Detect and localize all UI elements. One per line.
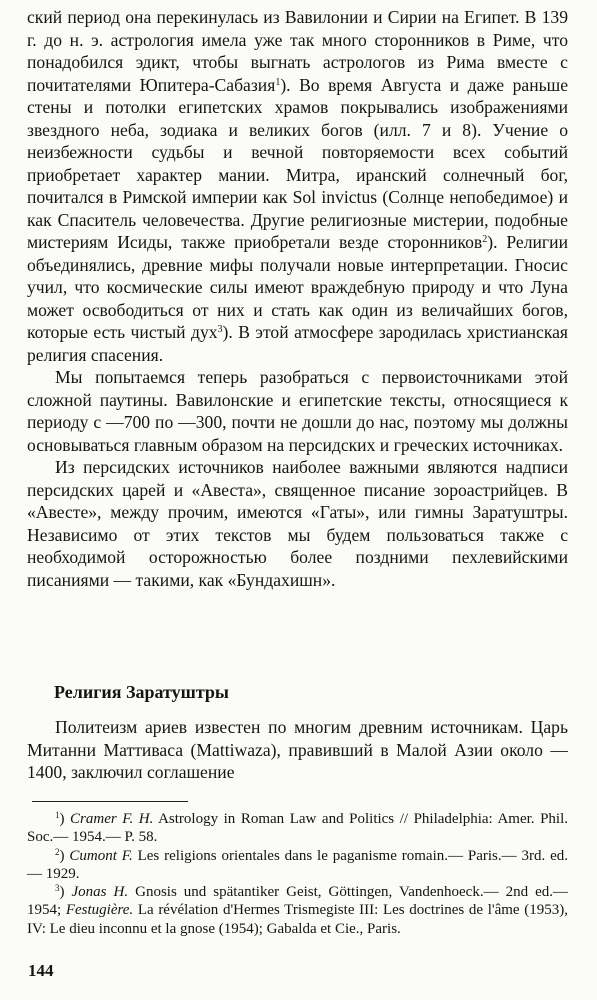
section-paragraph-1: Политеизм ариев известен по многим древним источникам. Царь Митанни Маттиваса (Mattiwaza), правивший в Малой Азии около —1400, заключил соглашение xyxy=(27,717,568,782)
page-number: 144 xyxy=(28,961,54,980)
footnote-author: Cumont F. xyxy=(69,847,133,864)
paragraph-1-part-b: ). Во время Августа и даже раньше стены и потолки египетских храмов покрывались изображениями звездного неба, зодиака и великих богов (илл. 7 и 8). Учение о неизбежности судьбы и вечной повторяемости всех событий приобретает характер мании. Митра, иранский солнечный бог, почитался в Римской империи как Sol invictus (Солнце непобедимое) и как Спаситель человечества. Другие религиозные мистерии, подобные мистериям Исиды, также приобретали везде сторонников xyxy=(27,74,568,252)
footnote-marker: 1 xyxy=(55,810,60,820)
footnote-ref-3: 3 xyxy=(217,324,223,335)
footnote-text: Gnosis und spätantiker Geist, Göttingen, Vandenhoeck.— 2nd ed.— 1954; xyxy=(27,884,569,919)
footnote-1: $^1$) Cramer F. H. Astrology in Roman Law and Politics // Philadelphia: Amer. Phil. Soc.— 1954.— P. 58. xyxy=(27,810,568,846)
footnote-ref-2: 2 xyxy=(482,234,488,245)
footnote-marker: 2 xyxy=(55,846,60,857)
footnote-author: Jonas H. xyxy=(71,884,129,901)
footnote-3: $^3$) Jonas H. Gnosis und spätantiker Geist, Göttingen, Vandenhoeck.— 2nd ed.— 1954; Festugière. La révélation d'Hermes Trismegiste III: Les doctrines de l'âme (1953), IV: Le dieu inconnu et la gnose (1954); Gabalda et Cie., Paris. xyxy=(27,883,569,937)
paragraph-1-part-c: ). Религии объединялись, древние мифы получали новые интерпретации. Гносис учил, что космические силы имеют враждебную природу и что Луна может освободиться от них и стать как один из величайших богов, которые есть чистый дух xyxy=(27,232,568,342)
section-text xyxy=(27,716,568,784)
paragraph-2: Мы попытаемся теперь разобраться с первоисточниками этой сложной паутины. Вавилонские и египетские тексты, относящиеся к периоду с —700 по —300, почти не дошли до нас, поэтому мы должны основываться главным образом на персидских и греческих источниках. xyxy=(27,367,568,455)
footnote-author: Cramer F. H. xyxy=(70,811,154,827)
paragraph-1-part-d: ). В этой атмосфере зародилась христианская религия спасения. xyxy=(27,322,568,365)
paragraph-1-part-a: ский период она перекинулась из Вавилонии и Сирии на Египет. В 139 г. до н. э. астрология имела уже так много сторонников в Риме, что понадобился эдикт, чтобы выгнать астрологов из Рима вместе с почитателями Юпитера-Сабазия xyxy=(27,7,568,95)
footnote-2: $^2$) Cumont F. Les religions orientales dans le paganisme romain.— Paris.— 3rd. ed.— 1929. xyxy=(27,846,568,882)
footnote-ref-1: 1 xyxy=(275,76,281,88)
footnote-text: Astrology in Roman Law and Politics // Philadelphia: Amer. Phil. Soc.— 1954.— P. 58. xyxy=(27,811,568,846)
paragraph-3: Из персидских источников наиболее важными являются надписи персидских царей и «Авеста», священное писание зороастрийцев. В «Авесте», между прочим, имеются «Гаты», или гимны Заратуштры. Независимо от этих текстов мы будем пользоваться также с необходимой осторожностью более поздними пехлевийскими писаниями — такими, как «Бундахишн». xyxy=(27,457,568,590)
main-text xyxy=(27,6,568,591)
footnote-text: La révélation d'Hermes Trismegiste III: Les doctrines de l'âme (1953), IV: Le dieu inconnu et la gnose (1954); Gabalda et Cie., Paris. xyxy=(27,902,568,937)
footnotes xyxy=(27,810,568,938)
footnote-author: Festugière. xyxy=(65,902,134,919)
section-heading: Религия Заратуштры xyxy=(54,682,229,702)
paragraph-1 xyxy=(27,6,568,366)
footnote-text: Les religions orientales dans le paganisme romain.— Paris.— 3rd. ed.— 1929. xyxy=(27,847,568,882)
footnote-marker: 3 xyxy=(55,883,60,894)
footnote-divider xyxy=(32,801,188,802)
